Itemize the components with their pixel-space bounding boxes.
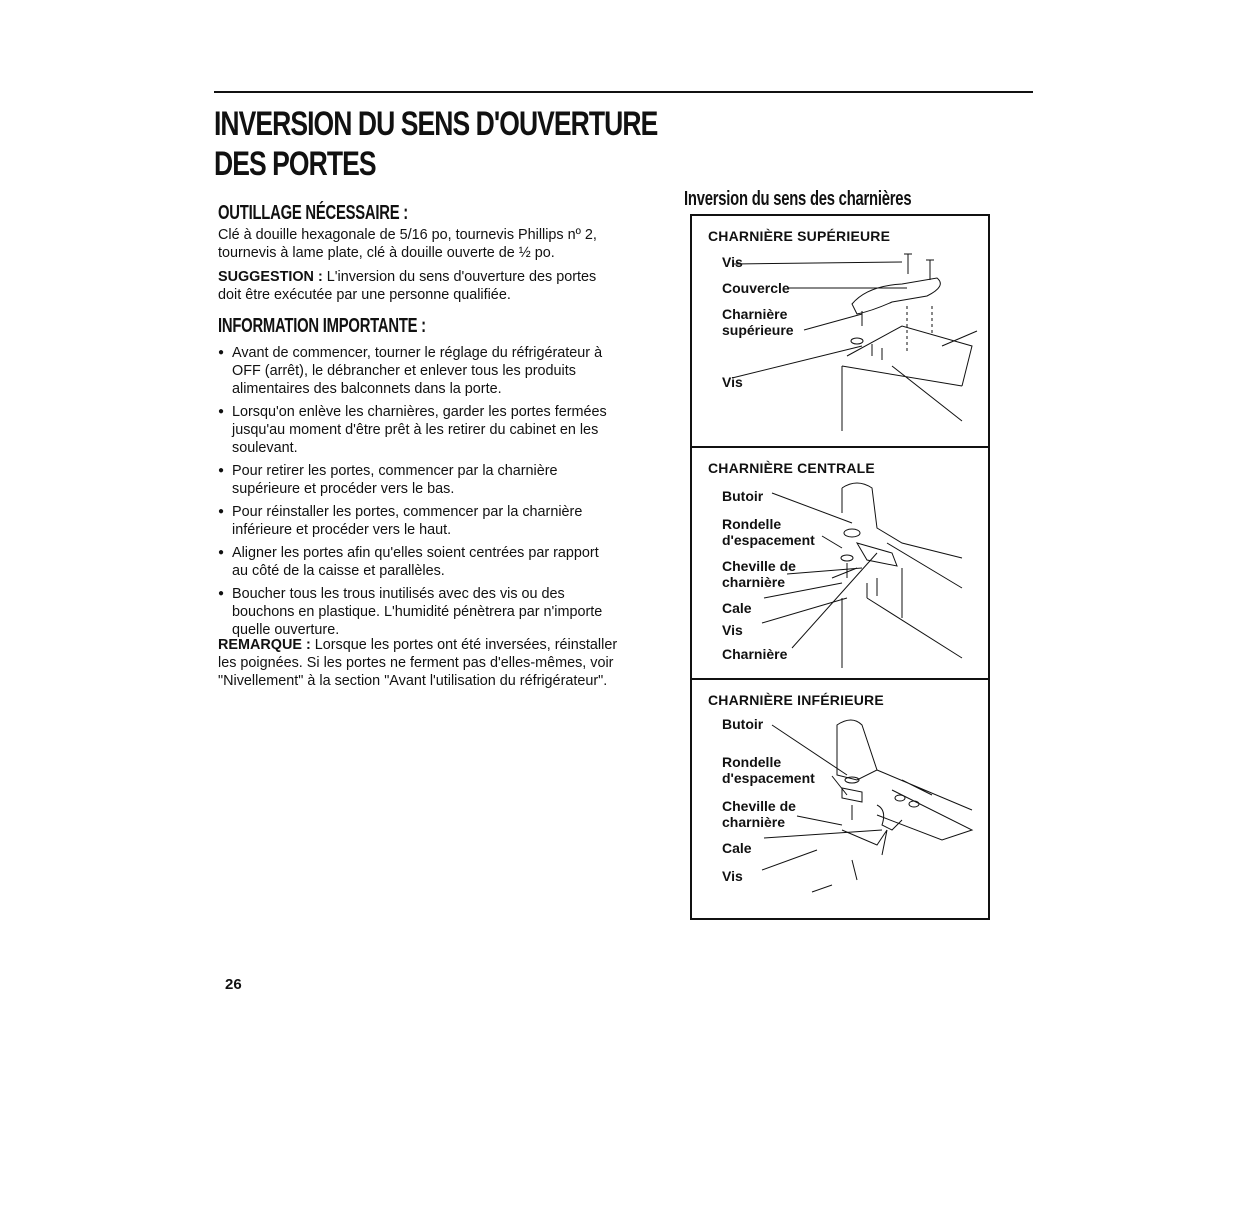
suggestion-label: SUGGESTION : bbox=[218, 269, 323, 285]
note-paragraph bbox=[218, 636, 618, 690]
tools-text: Clé à douille hexagonale de 5/16 po, tournevis Phillips nº 2, tournevis à lame plate, clé à douille ouverte de ½ po. bbox=[218, 227, 597, 261]
label-charniere: Charnière bbox=[722, 646, 788, 662]
bottom-hinge-panel bbox=[692, 680, 988, 918]
bullet-item: ● Boucher tous les trous inutilisés avec des vis ou des bouchons en plastique. L'humidité pénètrera par n'importe quelle ouverture. bbox=[218, 585, 618, 639]
bullet-item: ● Aligner les portes afin qu'elles soient centrées par rapport au côté de la caisse et parallèles. bbox=[218, 544, 618, 580]
label-charniere: Charnière bbox=[722, 306, 788, 322]
label-rondelle: Rondelle bbox=[722, 754, 782, 770]
label-rondelle: Rondelle bbox=[722, 516, 782, 532]
tools-heading: OUTILLAGE NÉCESSAIRE : bbox=[218, 202, 408, 224]
top-hinge-panel bbox=[692, 216, 988, 448]
note-text: Lorsque les portes ont été inversées, réinstaller les poignées. Si les portes ne ferment pas d'elles-mêmes, voir "Nivellement" à la section "Avant l'utilisation du réfrigérateur". bbox=[218, 637, 618, 689]
hinge-diagram-box bbox=[690, 214, 990, 920]
label-espacement: d'espacement bbox=[722, 770, 815, 786]
label-charniere-pin: charnière bbox=[722, 814, 786, 830]
suggestion-text: L'inversion du sens d'ouverture des portes doit être exécutée par une personne qualifiée. bbox=[218, 269, 597, 303]
label-vis: Vis bbox=[722, 622, 743, 638]
info-bullet-list bbox=[218, 344, 618, 644]
label-vis: Vis bbox=[722, 254, 743, 270]
bullet-item: ● Pour réinstaller les portes, commencer par la charnière inférieure et procéder vers le haut. bbox=[218, 503, 618, 539]
bullet-item: ● Pour retirer les portes, commencer par la charnière supérieure et procéder vers le bas. bbox=[218, 462, 618, 498]
suggestion-paragraph bbox=[218, 268, 618, 304]
bottom-hinge-title: CHARNIÈRE INFÉRIEURE bbox=[708, 692, 884, 708]
hinge-section-heading: Inversion du sens des charnières bbox=[684, 188, 912, 210]
top-hinge-title: CHARNIÈRE SUPÉRIEURE bbox=[708, 228, 891, 244]
title-line-1: INVERSION DU SENS D'OUVERTURE bbox=[214, 105, 658, 143]
label-charniere-pin: charnière bbox=[722, 574, 786, 590]
page-number: 26 bbox=[225, 976, 242, 993]
label-butoir: Butoir bbox=[722, 488, 764, 504]
label-superieure: supérieure bbox=[722, 322, 794, 338]
note-label: REMARQUE : bbox=[218, 637, 311, 653]
top-rule bbox=[214, 91, 1033, 93]
label-cheville: Cheville de bbox=[722, 558, 796, 574]
label-cale: Cale bbox=[722, 600, 752, 616]
info-heading: INFORMATION IMPORTANTE : bbox=[218, 315, 426, 337]
center-hinge-title: CHARNIÈRE CENTRALE bbox=[708, 460, 875, 476]
label-couvercle: Couvercle bbox=[722, 280, 790, 296]
label-cheville: Cheville de bbox=[722, 798, 796, 814]
page-title bbox=[214, 104, 657, 184]
label-butoir: Butoir bbox=[722, 716, 764, 732]
bullet-item: ● Lorsqu'on enlève les charnières, garder les portes fermées jusqu'au moment d'être prêt à les retirer du cabinet en les soulevant. bbox=[218, 403, 618, 457]
label-vis: Vis bbox=[722, 374, 743, 390]
bullet-item: ● Avant de commencer, tourner le réglage du réfrigérateur à OFF (arrêt), le débrancher et enlever tous les produits alimentaires des balconnets dans la porte. bbox=[218, 344, 618, 398]
label-espacement: d'espacement bbox=[722, 532, 815, 548]
center-hinge-panel bbox=[692, 448, 988, 680]
label-vis: Vis bbox=[722, 868, 743, 884]
label-cale: Cale bbox=[722, 840, 752, 856]
title-line-2: DES PORTES bbox=[214, 145, 376, 183]
